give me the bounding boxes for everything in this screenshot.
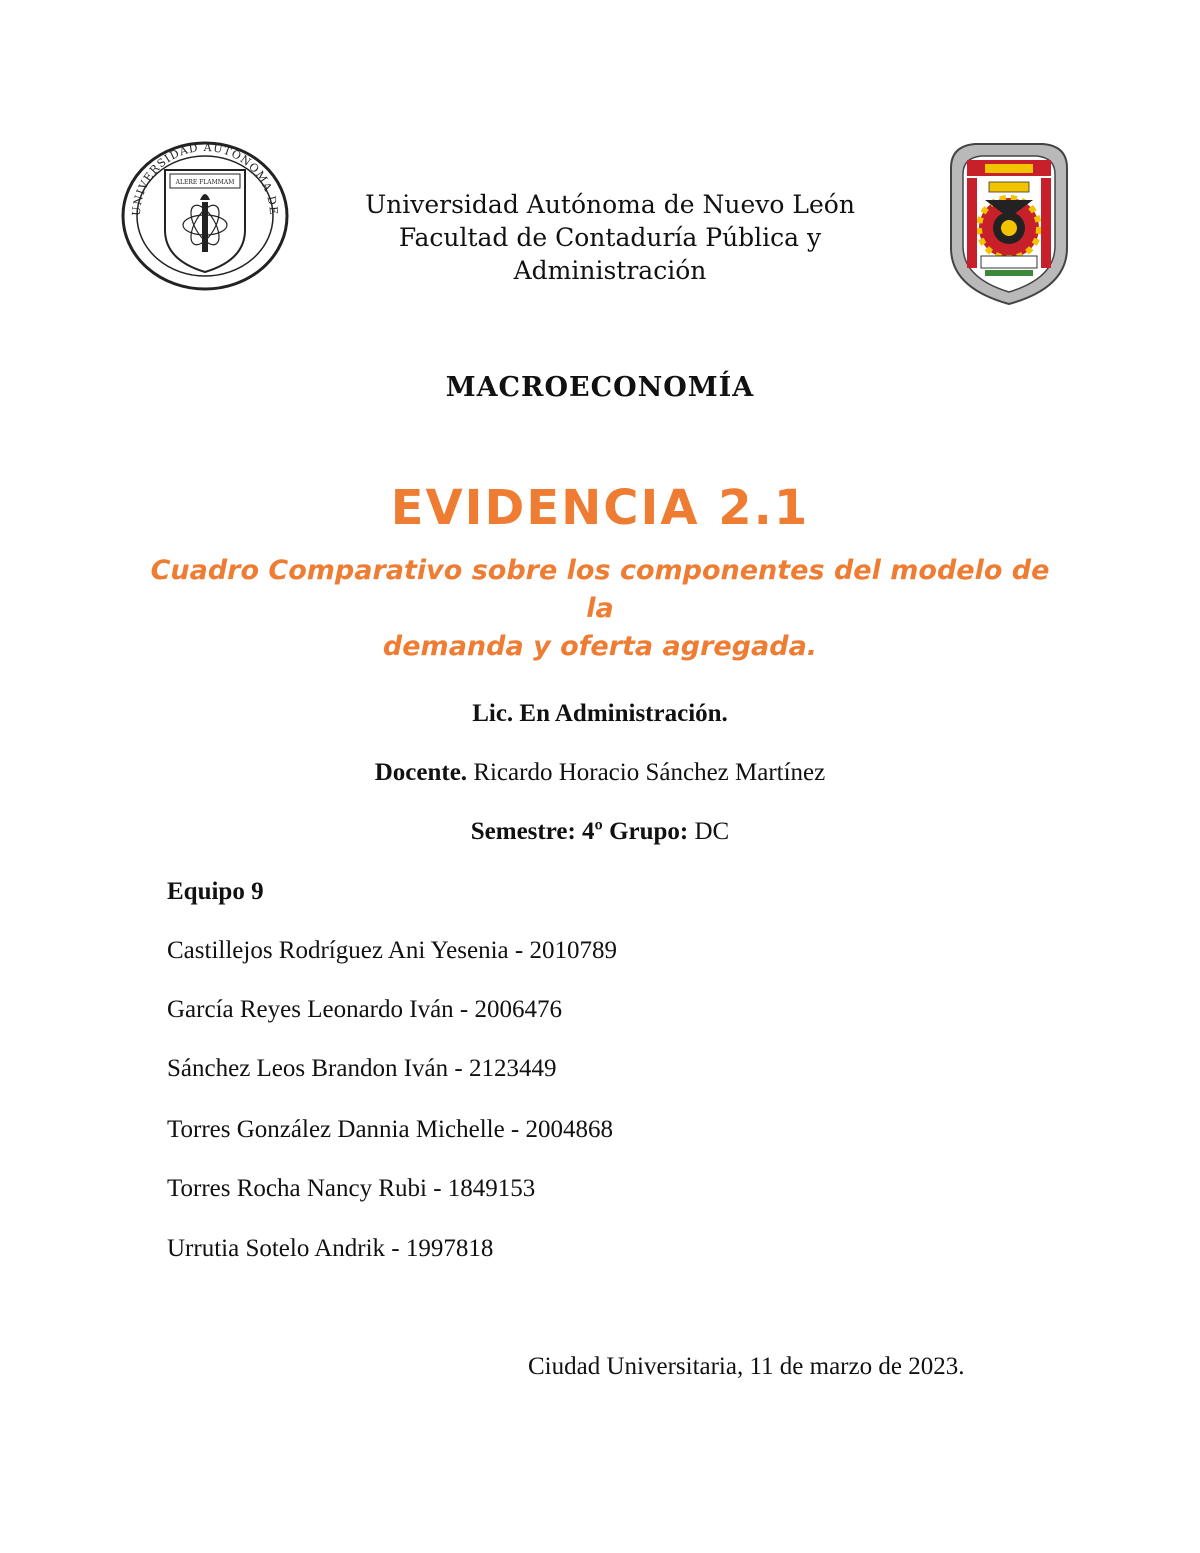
evidence-title: EVIDENCIA 2.1	[390, 480, 810, 536]
team-member: Torres González Dannia Michelle - 2004868	[167, 1116, 614, 1143]
svg-text:UNIVERSIDAD AUTONOMA DE NUEVO: UNIVERSIDAD AUTONOMA DE	[129, 140, 281, 217]
uanl-seal-icon	[120, 140, 290, 292]
semester-group-line	[0, 818, 1200, 846]
teacher-label: Docente.	[374, 759, 468, 786]
teacher-line	[0, 759, 1200, 787]
group-label: Grupo:	[609, 818, 689, 845]
group-value: DC	[688, 818, 730, 845]
teacher-name: Ricardo Horacio Sánchez Martínez	[467, 759, 826, 786]
university-name: Universidad Autónoma de Nuevo León	[365, 190, 855, 219]
fcpya-crest-icon	[945, 138, 1073, 308]
degree-line: Lic. En Administración.	[472, 700, 728, 727]
place-date: Ciudad Universitaria, 11 de marzo de 2023.	[528, 1353, 965, 1380]
semester-value: 4º	[575, 818, 610, 845]
svg-text:ALERE FLAMMAM: ALERE FLAMMAM	[175, 179, 235, 186]
faculty-name-line2: Administración	[513, 256, 707, 285]
evidence-topic-line1: Cuadro Comparativo sobre los componentes del modelo de la	[150, 555, 1050, 624]
institution-header	[300, 188, 920, 287]
faculty-name-line1: Facultad de Contaduría Pública y	[398, 223, 822, 252]
team-title: Equipo 9	[167, 878, 264, 905]
team-member: García Reyes Leonardo Iván - 2006476	[167, 996, 562, 1023]
team-member: Castillejos Rodríguez Ani Yesenia - 2010789	[167, 937, 617, 964]
team-member: Sánchez Leos Brandon Iván - 2123449	[167, 1055, 557, 1082]
evidence-topic	[150, 552, 1050, 666]
team-member: Torres Rocha Nancy Rubi - 1849153	[167, 1175, 536, 1202]
evidence-topic-line2: demanda y oferta agregada.	[382, 631, 818, 662]
subject-title: MACROECONOMÍA	[445, 372, 755, 403]
team-member: Urrutia Sotelo Andrik - 1997818	[167, 1235, 494, 1262]
semester-label: Semestre:	[470, 818, 576, 845]
